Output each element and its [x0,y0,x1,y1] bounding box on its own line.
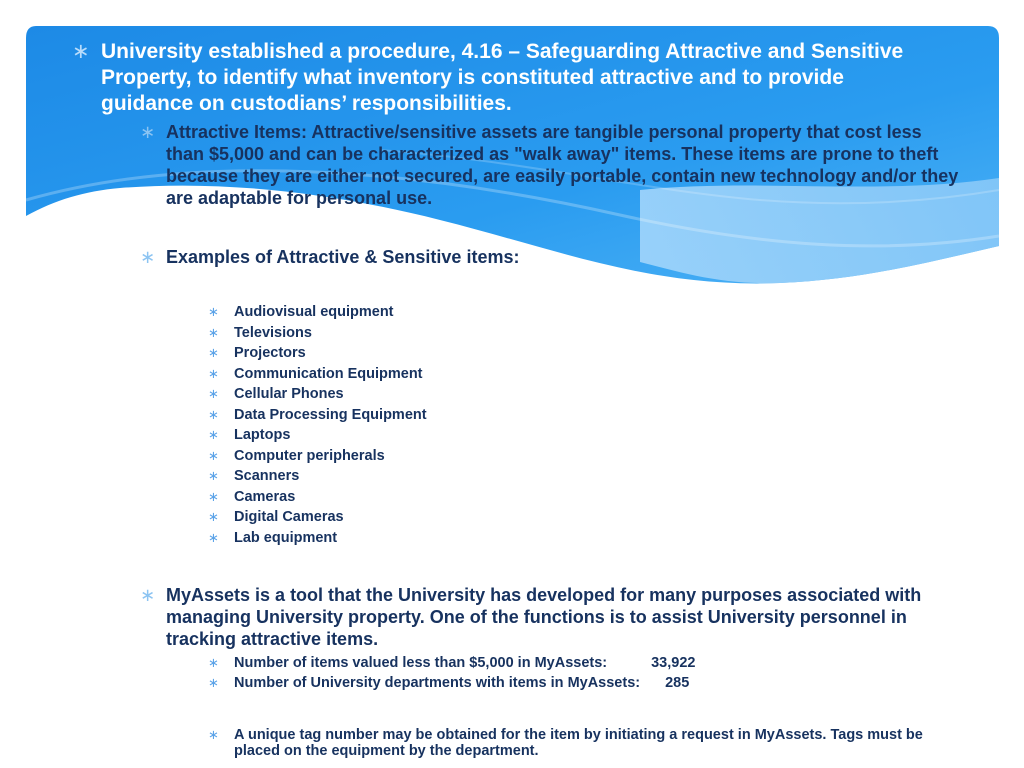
stat-value: 285 [665,675,690,691]
list-item-text: Digital Cameras [234,509,344,525]
list-item-text: Communication Equipment [234,366,423,382]
list-item-text: Lab equipment [234,530,338,546]
list-item-text: Laptops [234,427,291,443]
list-item [208,386,948,402]
list-item [208,509,948,525]
bullet-icon: ∗ [208,386,219,401]
stat-item-items [208,655,948,671]
list-item [208,304,948,320]
list-item-text: Cellular Phones [234,386,344,402]
attractive-items-text: Attractive Items: Attractive/sensitive assets are tangible personal property that cost less than $5,000 and can be characterized as "walk away" items. These items are prone to theft because they are either not secured, are easily portable, contain new technology and/or they are adaptable for personal use. [166,122,959,208]
list-item-text: Data Processing Equipment [234,407,427,423]
bullet-icon: ∗ [208,489,219,504]
bullet-icon: ∗ [208,468,219,483]
examples-heading-text: Examples of Attractive & Sensitive items: [166,247,520,267]
list-item [208,530,948,546]
stat-label: Number of items valued less than $5,000 in MyAssets: [234,655,608,671]
myassets-text: MyAssets is a tool that the University has developed for many purposes associated with managing University property. One of the functions is to assist University personnel in tracking attractive items. [166,585,922,649]
list-item-text: Televisions [234,325,312,341]
stat-text [234,675,948,691]
bullet-icon: ∗ [72,40,90,63]
list-item-text: Scanners [234,468,300,484]
stat-label: Number of University departments with items in MyAssets: [234,675,641,691]
bullet-icon: ∗ [140,122,156,142]
myassets-point [140,584,960,650]
bullet-icon: ∗ [208,325,219,340]
tag-note [208,727,948,759]
bullet-icon: ∗ [208,675,219,690]
bullet-icon: ∗ [208,366,219,381]
list-item [208,468,948,484]
list-item [208,489,948,505]
bullet-icon: ∗ [208,427,219,442]
bullet-icon: ∗ [208,304,219,319]
list-item [208,407,948,423]
list-item [208,325,948,341]
list-item [208,427,948,443]
list-item-text: Audiovisual equipment [234,304,394,320]
bullet-icon: ∗ [208,448,219,463]
stat-value: 33,922 [651,655,696,671]
bullet-icon: ∗ [208,509,219,524]
list-item [208,345,948,361]
bullet-icon: ∗ [208,655,219,670]
stat-text [234,655,948,671]
bullet-icon: ∗ [208,345,219,360]
main-point [72,39,932,117]
tag-note-text: A unique tag number may be obtained for the item by initiating a request in MyAssets. Tags must be placed on the equipment by the department. [234,727,923,759]
list-item-text: Computer peripherals [234,448,385,464]
main-point-text: University established a procedure, 4.16 – Safeguarding Attractive and Sensitive Property, to identify what inventory is constituted attractive and to provide guidance on custodians’ responsibilities. [101,40,904,115]
stat-item-departments [208,675,948,691]
list-item-text: Cameras [234,489,296,505]
list-item [208,366,948,382]
examples-heading [140,246,960,268]
list-item [208,448,948,464]
bullet-icon: ∗ [140,247,156,267]
bullet-icon: ∗ [208,727,219,742]
bullet-icon: ∗ [140,585,156,605]
bullet-icon: ∗ [208,530,219,545]
bullet-icon: ∗ [208,407,219,422]
list-item-text: Projectors [234,345,306,361]
attractive-items [140,121,960,209]
